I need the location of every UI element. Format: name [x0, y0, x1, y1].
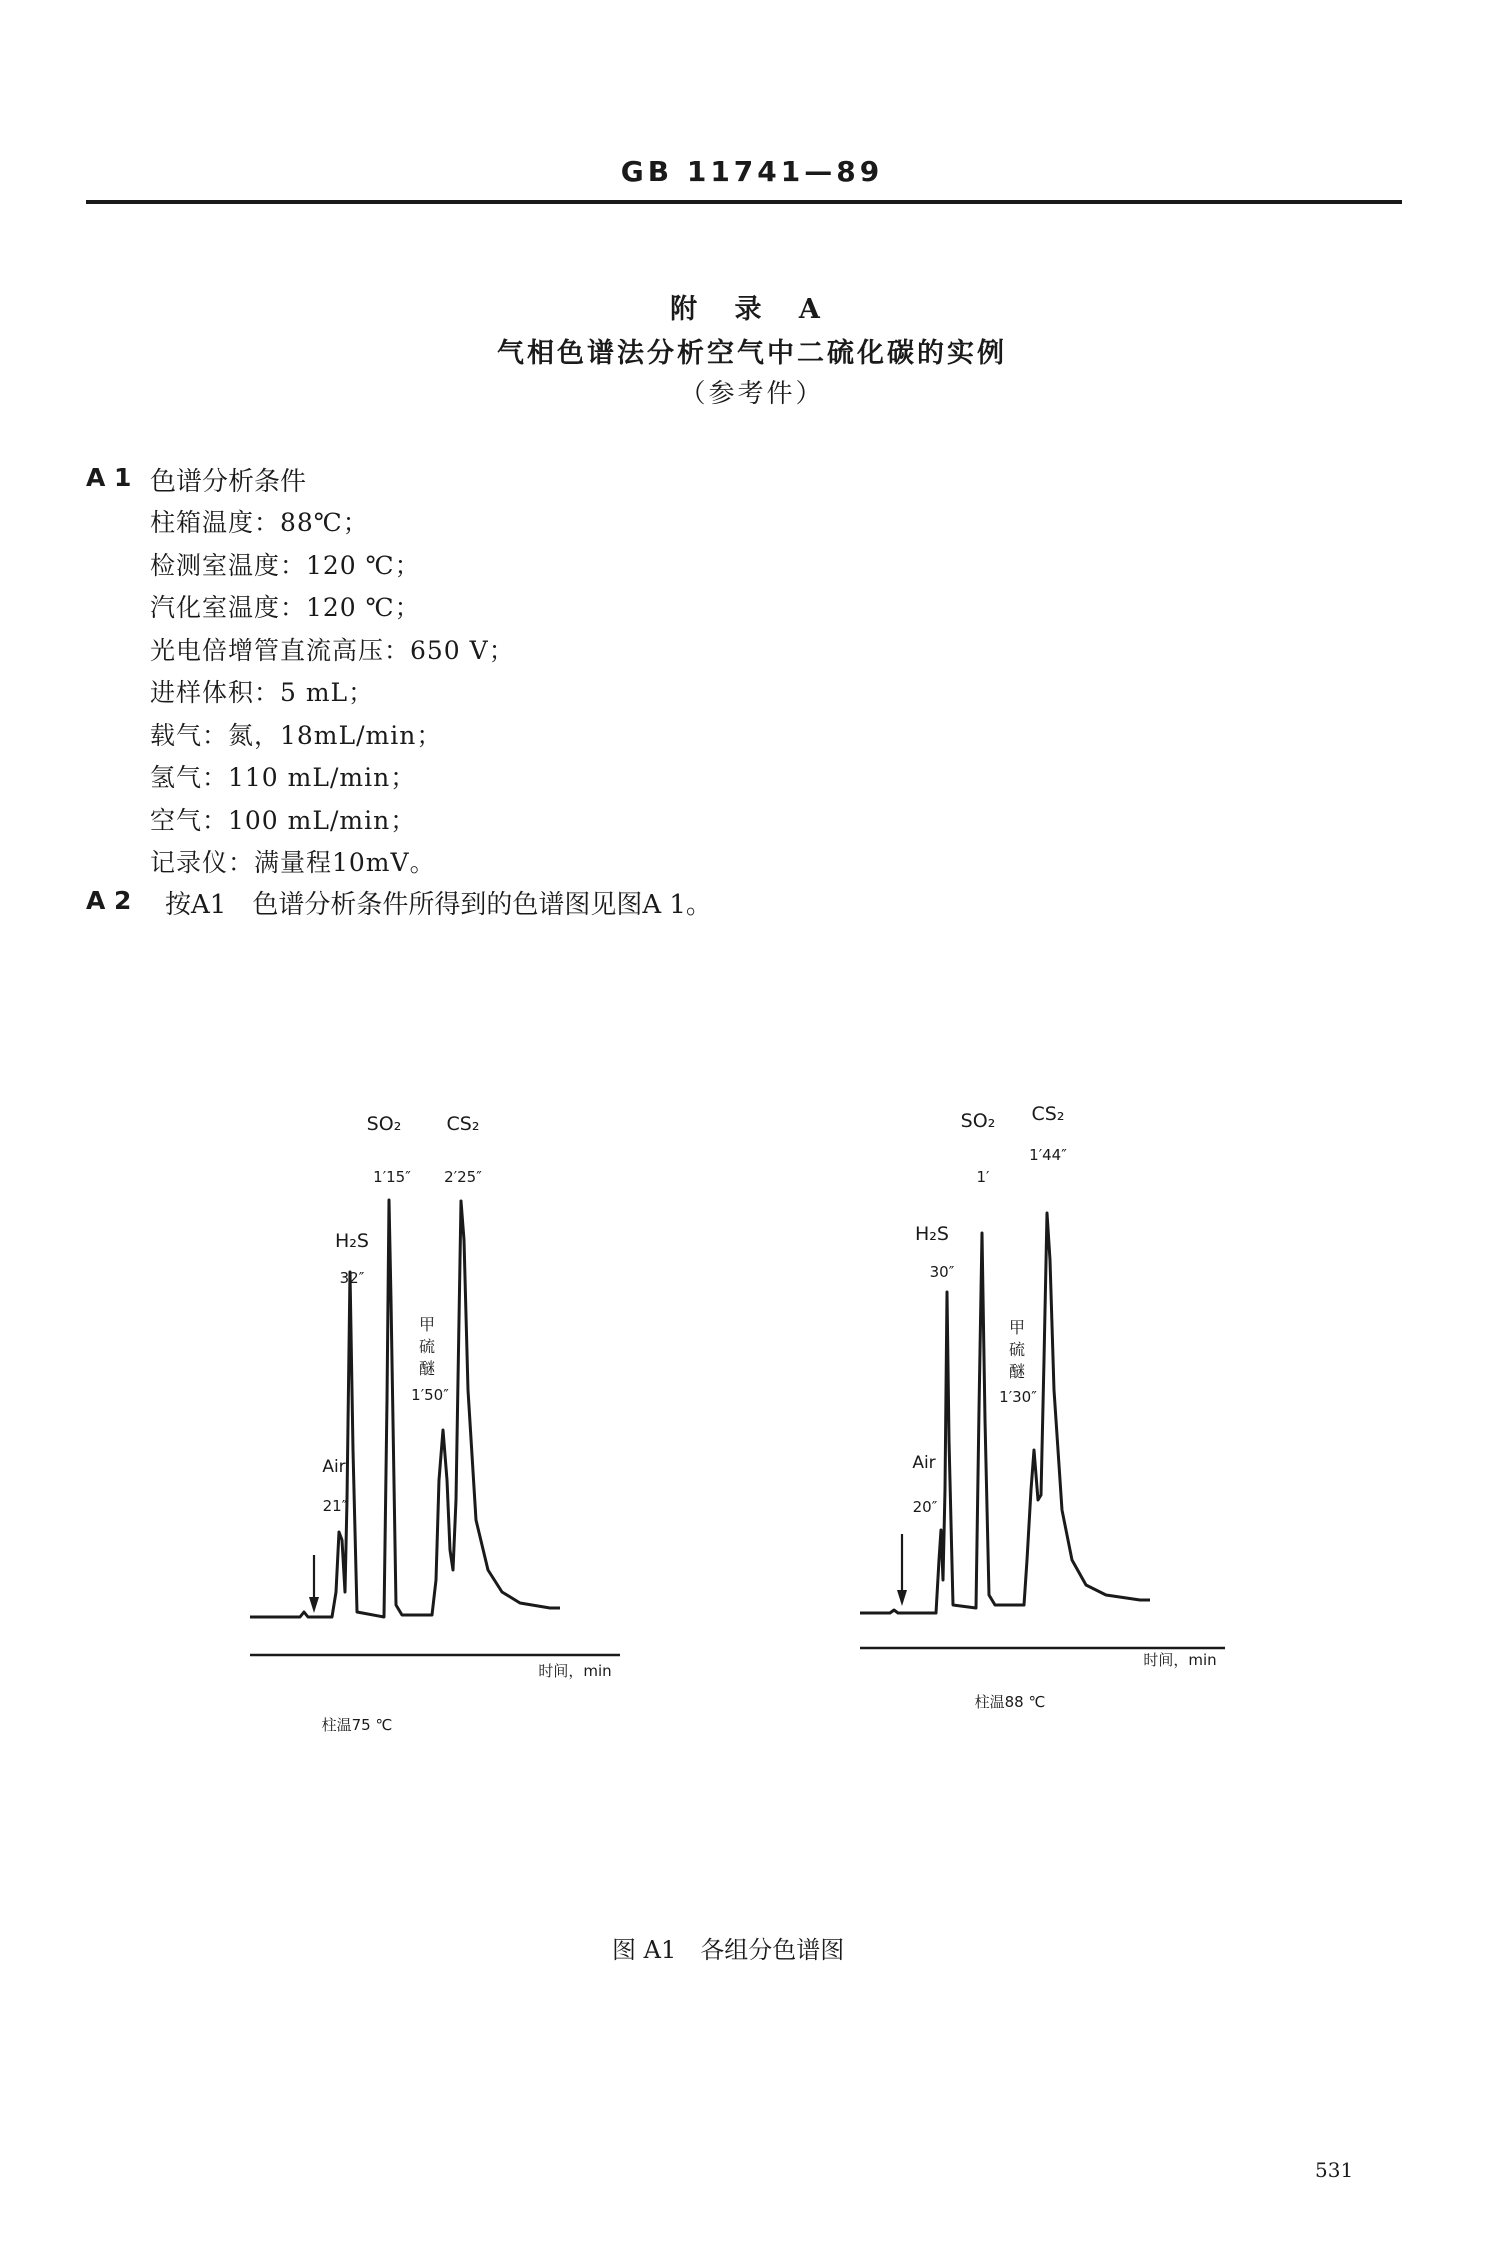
air-label: Air: [912, 1453, 936, 1473]
dms-time: 1′50″: [411, 1386, 449, 1404]
x-axis-label: 时间，min: [1143, 1651, 1217, 1669]
condition-line: 光电倍增管直流高压：650 V；: [150, 636, 515, 665]
condition-line: 检测室温度：120 ℃；: [150, 551, 421, 580]
dms-char: 甲: [1008, 1318, 1026, 1337]
chromatogram-88c-trace: [860, 1213, 1150, 1613]
condition-line: 汽化室温度：120 ℃；: [150, 593, 421, 622]
cs2-time: 1′44″: [1029, 1146, 1067, 1164]
condition-line: 柱箱温度：88℃；: [150, 508, 369, 537]
so2-label: SO₂: [960, 1110, 996, 1132]
dms-char: 硫: [418, 1337, 436, 1356]
h2s-time: 30″: [929, 1263, 955, 1281]
chromatogram-75c-trace: [250, 1200, 560, 1617]
so2-label: SO₂: [366, 1113, 402, 1135]
appendix-note: （参考件）: [679, 379, 825, 409]
air-time: 21″: [322, 1497, 348, 1515]
dms-char: 醚: [418, 1359, 436, 1378]
document-code: GB 11741—89: [620, 155, 884, 188]
h2s-label: H₂S: [335, 1230, 369, 1252]
air-time: 20″: [912, 1498, 938, 1516]
dms-char: 甲: [418, 1315, 436, 1334]
condition-line: 空气：100 mL/min；: [150, 806, 417, 835]
injection-arrow-head: [897, 1590, 907, 1606]
section-a1-title: 色谱分析条件: [150, 467, 307, 497]
dms-time: 1′30″: [999, 1388, 1037, 1406]
dms-char: 醚: [1008, 1362, 1026, 1381]
condition-line: 氢气：110 mL/min；: [150, 763, 417, 792]
condition-line: 进样体积：5 mL；: [150, 678, 375, 707]
h2s-label: H₂S: [915, 1223, 949, 1245]
appendix-title: 附 录 A: [670, 294, 834, 325]
x-axis-label: 时间，min: [538, 1662, 612, 1680]
so2-time: 1′: [976, 1168, 990, 1186]
cs2-time: 2′25″: [444, 1168, 482, 1186]
dms-char: 硫: [1008, 1340, 1026, 1359]
cs2-label: CS₂: [1031, 1103, 1065, 1125]
chromatogram-88c: [850, 1090, 1250, 1730]
condition-line: 载气：氮，18mL/min；: [150, 721, 443, 750]
header-divider: [86, 200, 1402, 204]
condition-line: 记录仪：满量程10mV。: [150, 848, 436, 877]
chart-title: 柱温88 ℃: [974, 1693, 1046, 1711]
so2-time: 1′15″: [373, 1168, 411, 1186]
h2s-time: 32″: [339, 1269, 365, 1287]
injection-arrow-head: [309, 1597, 319, 1613]
cs2-label: CS₂: [446, 1113, 480, 1135]
chart-title: 柱温75 ℃: [321, 1716, 393, 1734]
page-number: 531: [1315, 2158, 1354, 2182]
chromatogram-75c: [240, 1100, 640, 1740]
air-label: Air: [322, 1457, 346, 1477]
section-a1-number: A 1: [86, 463, 132, 492]
section-a2-number: A 2: [86, 886, 132, 915]
appendix-subtitle: 气相色谱法分析空气中二硫化碳的实例: [497, 338, 1007, 369]
figure-caption: 图 A1 各组分色谱图: [612, 1936, 845, 1964]
section-a2-text: 按A1 色谱分析条件所得到的色谱图见图A 1。: [165, 890, 712, 920]
